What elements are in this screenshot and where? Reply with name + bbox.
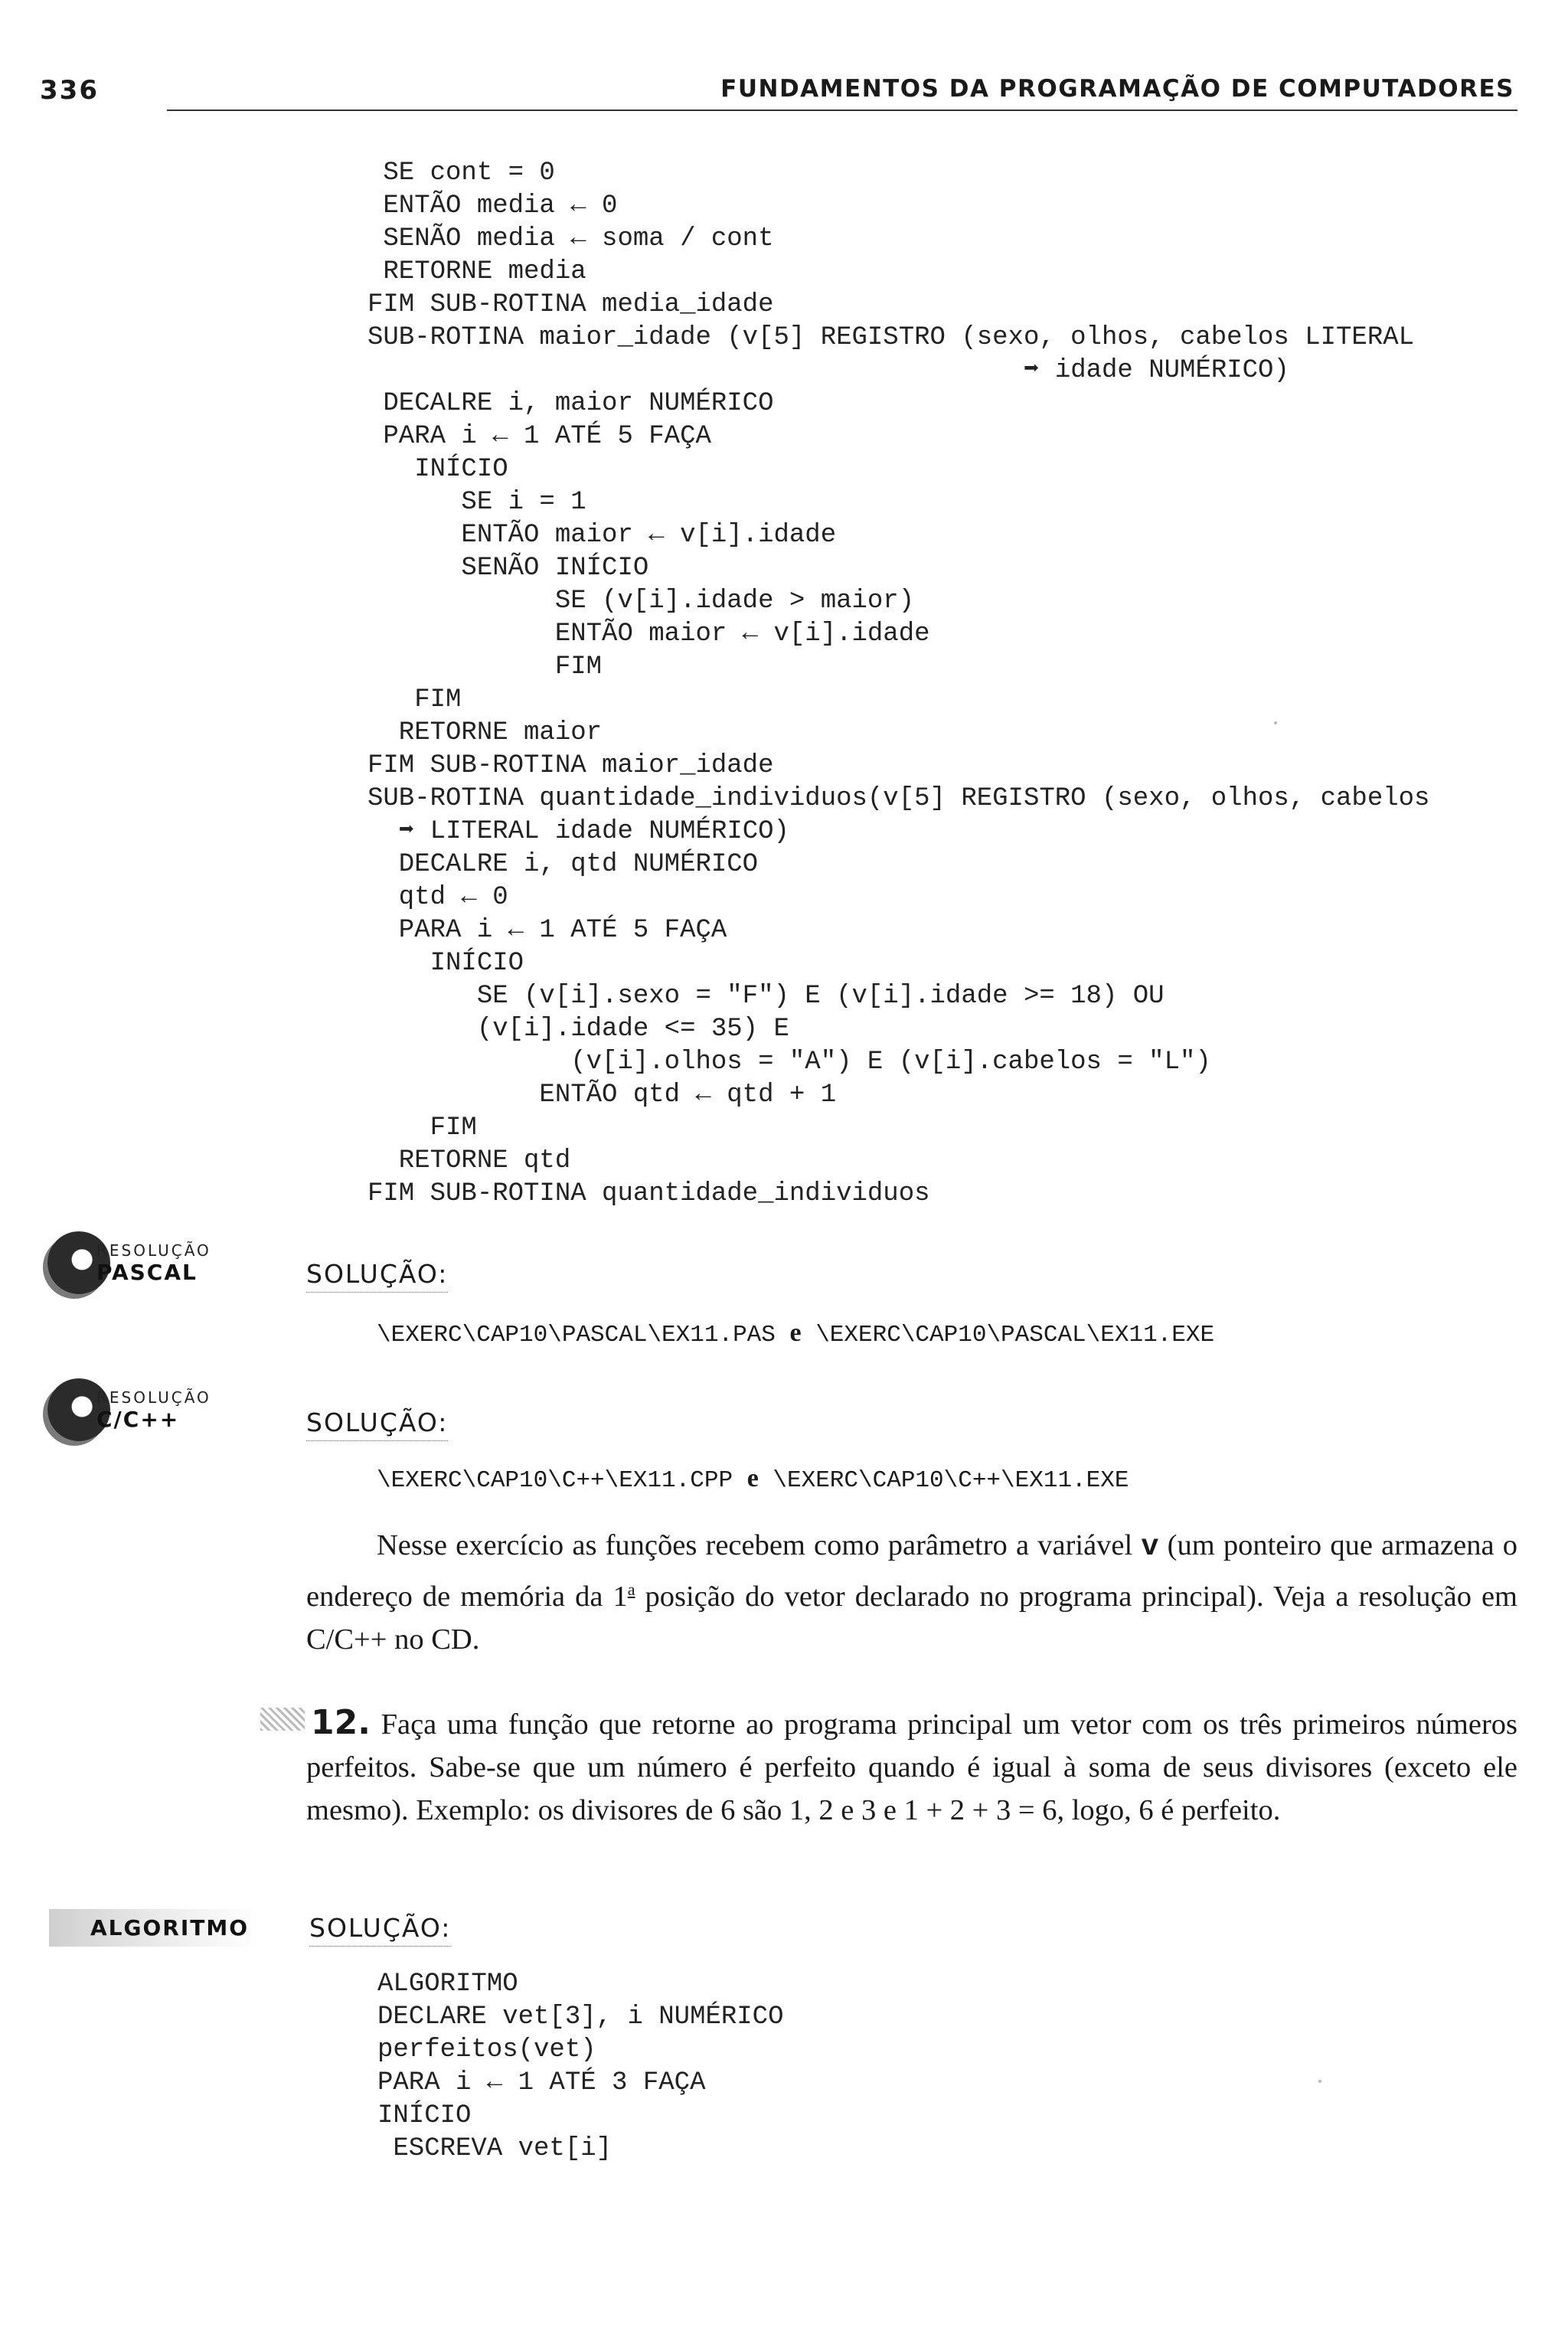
code-line: FIM xyxy=(368,1113,477,1143)
pascal-file-paths xyxy=(377,1319,1214,1349)
cpp-explanation: Nesse exercício as funções recebem como parâmetro a variável v (um ponteiro que armazena o endereço de memória da 1$^a$ posição do vetor declarado no programa principal). Veja a resolução em C/C++ no CD. xyxy=(306,1529,1517,1656)
code-block-subroutines xyxy=(368,157,1429,1211)
scan-speck xyxy=(1274,721,1277,724)
code-block-algorithm xyxy=(377,1968,784,2166)
code-line: DECLARE vet[3], i NUMÉRICO xyxy=(377,2002,784,2032)
file-path-source: \EXERC\CAP10\C++\EX11.CPP xyxy=(377,1467,733,1494)
file-path-separator: e xyxy=(789,1319,802,1347)
code-line: RETORNE maior xyxy=(368,718,603,747)
code-line: FIM SUB-ROTINA maior_idade xyxy=(368,751,774,780)
code-line: INÍCIO xyxy=(377,2101,472,2130)
code-line: RETORNE qtd xyxy=(368,1146,571,1175)
code-line: FIM xyxy=(368,652,603,682)
file-path-executable: \EXERC\CAP10\C++\EX11.EXE xyxy=(773,1467,1129,1494)
code-line: PARA i ← 1 ATÉ 5 FAÇA xyxy=(368,422,711,451)
running-head: FUNDAMENTOS DA PROGRAMAÇÃO DE COMPUTADORES xyxy=(720,75,1514,103)
variable-name: v xyxy=(1141,1530,1159,1564)
resolution-cpp-badge xyxy=(47,1378,211,1441)
code-line: perfeitos(vet) xyxy=(377,2035,596,2065)
solution-label-algorithm: SOLUÇÃO: xyxy=(309,1913,451,1947)
file-path-executable: \EXERC\CAP10\PASCAL\EX11.EXE xyxy=(815,1322,1215,1349)
code-line: INÍCIO xyxy=(368,455,508,484)
code-line: FIM xyxy=(368,685,462,714)
code-line: PARA i ← 1 ATÉ 5 FAÇA xyxy=(368,916,727,945)
code-line: (v[i].olhos = "A") E (v[i].cabelos = "L") xyxy=(368,1048,1211,1077)
code-line: ESCREVA vet[i] xyxy=(377,2134,612,2163)
cpp-file-paths xyxy=(377,1464,1129,1494)
scan-speck xyxy=(1318,2080,1321,2083)
code-line: ENTÃO maior ← v[i].idade xyxy=(368,521,837,550)
code-line: DECALRE i, qtd NUMÉRICO xyxy=(368,850,759,879)
badge-title: PASCAL xyxy=(96,1259,198,1285)
code-line: ENTÃO qtd ← qtd + 1 xyxy=(368,1080,837,1110)
code-line: DECALRE i, maior NUMÉRICO xyxy=(368,389,774,418)
exercise-statement: Faça uma função que retorne ao programa principal um vetor com os três primeiros números perfeitos. Sabe-se que um número é perfeito quando é igual à soma de seus divisores (exceto ele mesmo). Exemplo: os divisores de 6 são 1, 2 e 3 e 1 + 2 + 3 = 6, logo, 6 é perfeito. xyxy=(306,1708,1517,1826)
solution-label-pascal: SOLUÇÃO: xyxy=(306,1259,448,1293)
code-line: ALGORITMO xyxy=(377,1970,518,1999)
code-line: ➡ LITERAL idade NUMÉRICO) xyxy=(368,817,789,846)
code-line: qtd ← 0 xyxy=(368,883,508,912)
file-path-separator: e xyxy=(746,1464,759,1492)
header-rule xyxy=(167,110,1517,111)
exercise-number: 12. xyxy=(311,1703,371,1742)
code-line: SENÃO media ← soma / cont xyxy=(368,224,774,253)
algorithm-badge: ALGORITMO xyxy=(49,1909,260,1947)
code-line: RETORNE media xyxy=(368,257,586,286)
code-line: FIM SUB-ROTINA quantidade_individuos xyxy=(368,1179,930,1208)
badge-caption: RESOLUÇÃO xyxy=(96,1388,211,1407)
code-line: SUB-ROTINA quantidade_individuos(v[5] REGISTRO (sexo, olhos, cabelos xyxy=(368,784,1430,813)
badge-title: C/C++ xyxy=(96,1406,180,1432)
code-line: SENÃO INÍCIO xyxy=(368,554,649,583)
code-line: FIM SUB-ROTINA media_idade xyxy=(368,290,774,319)
code-line: SE (v[i].sexo = "F") E (v[i].idade >= 18) OU xyxy=(368,982,1165,1011)
code-line: SUB-ROTINA maior_idade (v[5] REGISTRO (sexo, olhos, cabelos LITERAL xyxy=(368,323,1415,352)
file-path-source: \EXERC\CAP10\PASCAL\EX11.PAS xyxy=(377,1322,776,1349)
ordinal-superscript: a xyxy=(627,1580,635,1599)
code-line: SE cont = 0 xyxy=(368,159,555,188)
code-line: INÍCIO xyxy=(368,949,524,978)
code-line: ENTÃO maior ← v[i].idade xyxy=(368,620,930,649)
code-line: (v[i].idade <= 35) E xyxy=(368,1015,789,1044)
resolution-pascal-badge xyxy=(47,1231,211,1294)
code-line: SE (v[i].idade > maior) xyxy=(368,587,915,616)
exercise-12 xyxy=(306,1702,1517,1832)
badge-caption: RESOLUÇÃO xyxy=(96,1241,211,1260)
code-line: PARA i ← 1 ATÉ 3 FAÇA xyxy=(377,2068,706,2097)
code-line: SE i = 1 xyxy=(368,488,586,517)
solution-label-cpp: SOLUÇÃO: xyxy=(306,1407,448,1441)
page-number: 336 xyxy=(40,75,99,106)
code-line: ➡ idade NUMÉRICO) xyxy=(368,356,1289,385)
exercise-marker-icon xyxy=(260,1708,305,1731)
code-line: ENTÃO media ← 0 xyxy=(368,191,618,221)
